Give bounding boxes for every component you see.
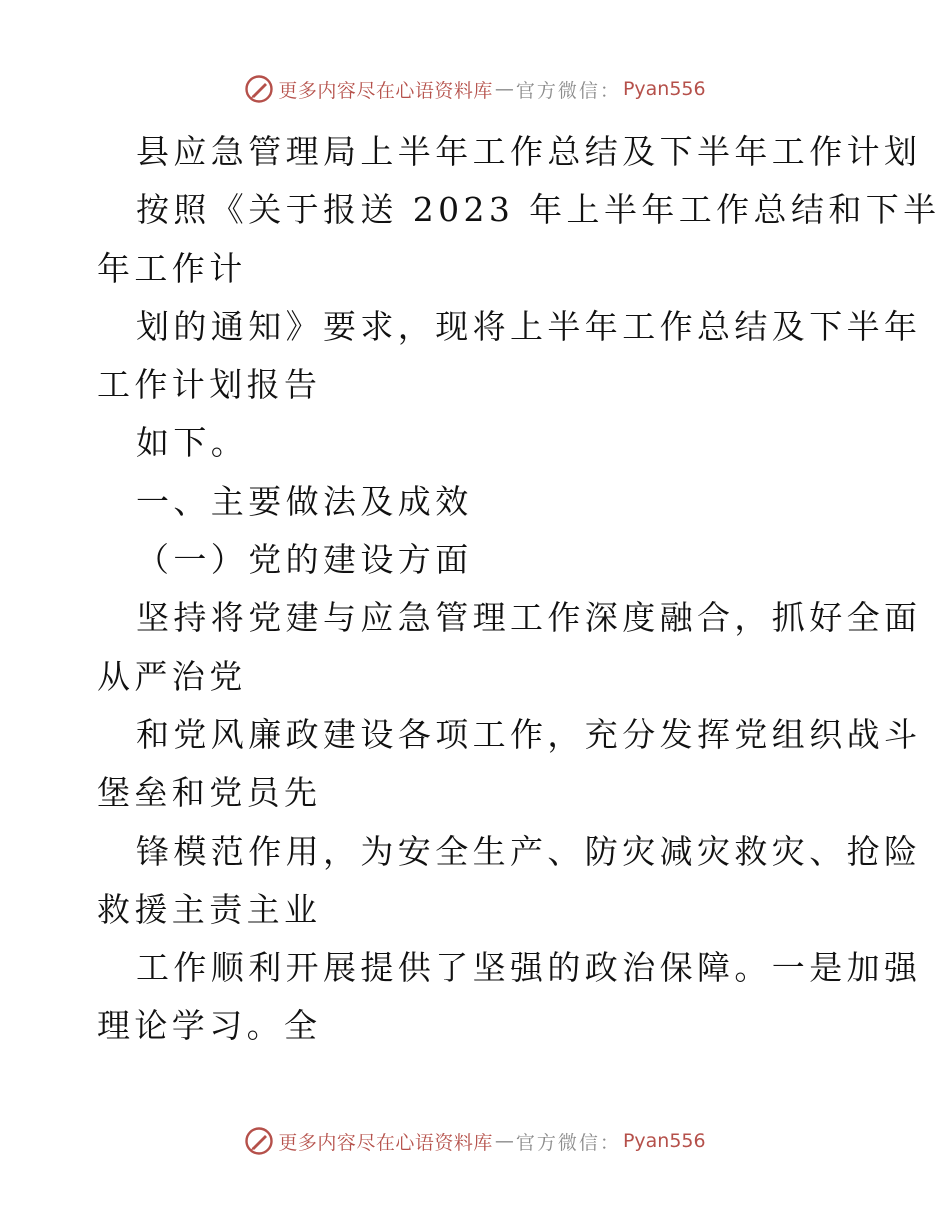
quill-pen-logo-icon [244, 74, 274, 104]
paragraph-line: 如下。 [136, 423, 249, 463]
paragraph-line: 从严治党 [97, 656, 247, 696]
paragraph-line: 年工作计 [97, 248, 247, 288]
watermark-label: 官方微信： [515, 79, 621, 102]
paragraph-line: 按照《关于报送 2023 年上半年工作总结和下半 [136, 190, 941, 230]
paragraph-line: 和党风廉政建设各项工作，充分发挥党组织战斗 [136, 714, 922, 754]
document-title: 县应急管理局上半年工作总结及下半年工作计划 [136, 132, 922, 171]
watermark-id: Pyan556 [622, 78, 706, 100]
subsection-heading: （一）党的建设方面 [136, 540, 473, 580]
quill-pen-logo-icon [244, 1126, 274, 1156]
paragraph-line: 工作计划报告 [97, 365, 322, 405]
paragraph-line: 工作顺利开展提供了坚强的政治保障。一是加强 [136, 948, 922, 988]
paragraph-line: 锋模范作用，为安全生产、防灾减灾救灾、抢险 [136, 831, 922, 871]
paragraph-line: 坚持将党建与应急管理工作深度融合，抓好全面 [136, 598, 922, 638]
footer-watermark [0, 1123, 950, 1159]
watermark-label: 官方微信： [515, 1131, 621, 1154]
document-body [97, 123, 941, 1056]
watermark-separator: — [494, 1130, 514, 1152]
header-watermark [0, 71, 950, 107]
watermark-text: 更多内容尽在心语资料库 [278, 79, 493, 102]
watermark-id: Pyan556 [622, 1130, 706, 1152]
paragraph-line: 理论学习。全 [97, 1006, 322, 1046]
watermark-separator: — [494, 78, 514, 100]
paragraph-line: 堡垒和党员先 [97, 773, 322, 813]
paragraph-line: 救援主责主业 [97, 889, 322, 929]
watermark-text: 更多内容尽在心语资料库 [278, 1131, 493, 1154]
paragraph-line: 划的通知》要求，现将上半年工作总结及下半年 [136, 306, 922, 346]
section-heading: 一、主要做法及成效 [136, 481, 473, 521]
